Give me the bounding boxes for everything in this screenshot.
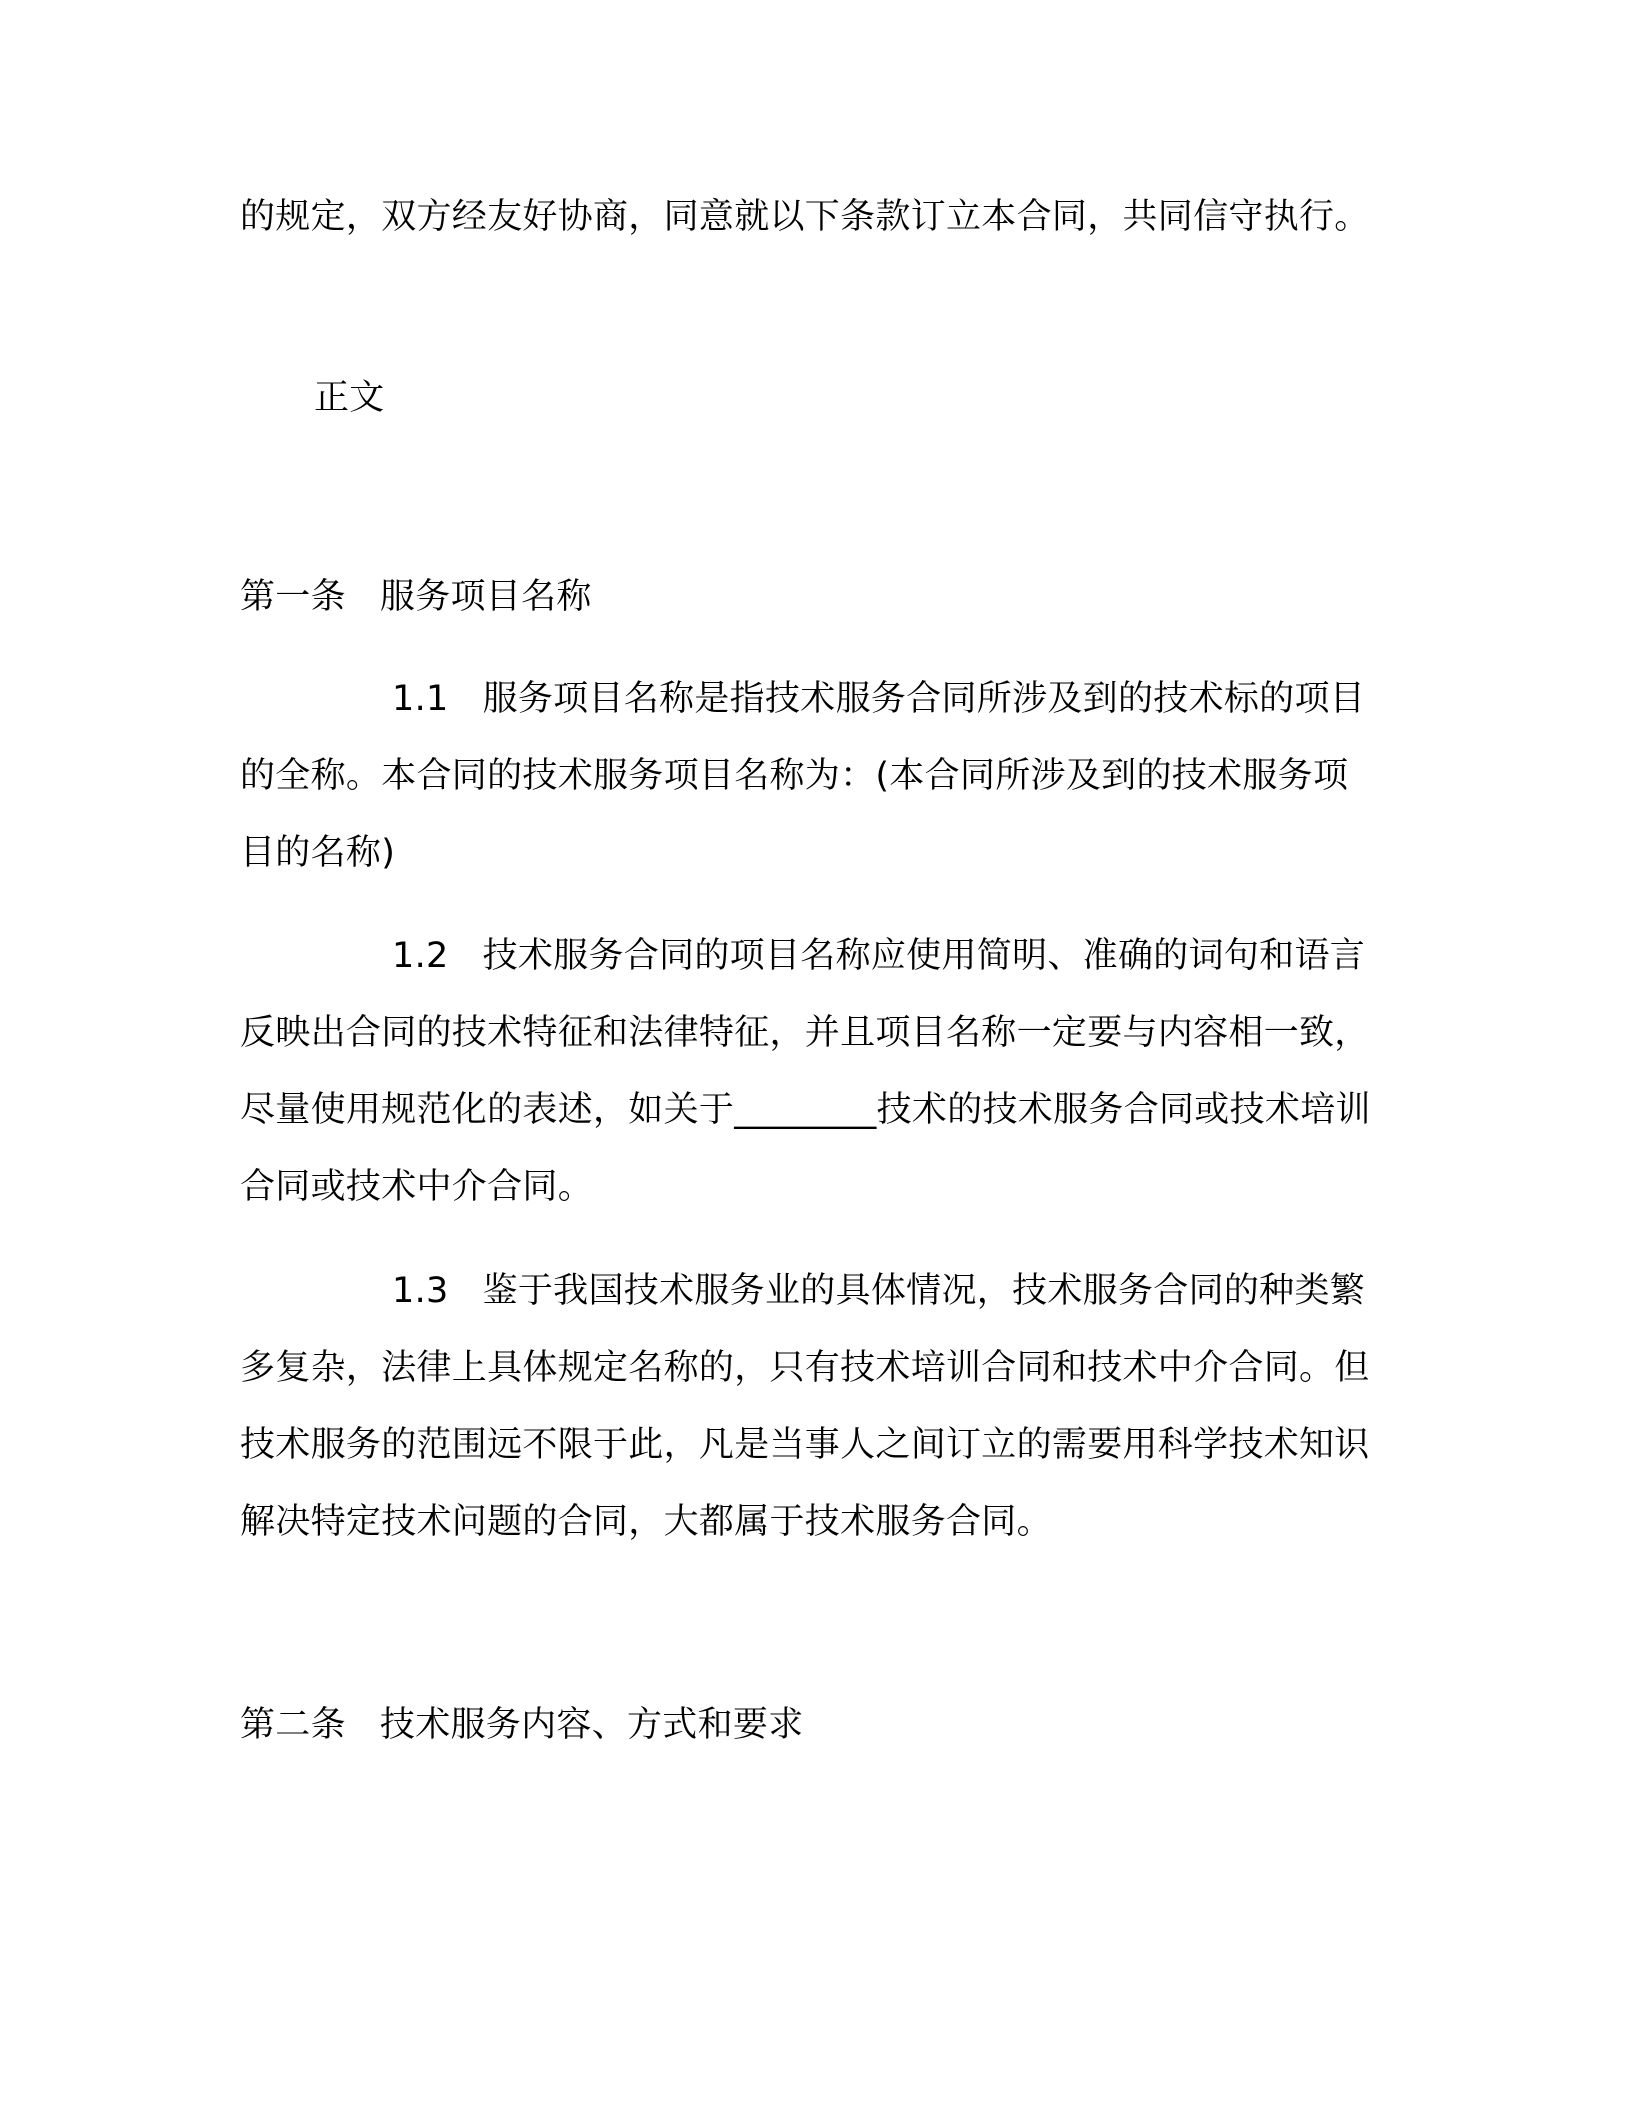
intro-paragraph [240,179,1380,256]
intro-text: 的规定，双方经友好协商，同意就以下条款订立本合同，共同信守执行。 [240,197,1370,237]
clause-1-3-number: 1.3 [392,1271,449,1311]
body-heading: 正文 [314,378,385,418]
document-page [240,0,1392,2112]
article-2-heading [240,1687,804,1764]
clause-1-2 [240,918,1380,1226]
article-1-title: 服务项目名称 [379,577,592,617]
clause-1-3 [240,1253,1380,1561]
article-1-number: 第一条 [240,577,346,617]
clause-1-2-text-after: 技术的技术服务合同或技术培训合同或技术中介合同。 [240,1090,1371,1207]
clause-1-1-text: 服务项目名称是指技术服务合同所涉及到的技术标的项目的全称。本合同的技术服务项目名称为：(本合同所涉及到的技术服务项目的名称) [240,679,1366,873]
clause-1-2-text-before: 技术服务合同的项目名称应使用简明、准确的词句和语言反映出合同的技术特征和法律特征，并且项目名称一定要与内容相一致，尽量使用规范化的表述，如关于 [240,936,1370,1130]
article-2-title: 技术服务内容、方式和要求 [379,1705,804,1745]
clause-1-2-blank: ________ [734,1090,877,1130]
clause-1-1-number: 1.1 [392,679,449,719]
clause-1-1 [240,661,1380,892]
clause-1-2-number: 1.2 [392,936,449,976]
clause-1-3-text: 鉴于我国技术服务业的具体情况，技术服务合同的种类繁多复杂，法律上具体规定名称的，只有技术培训合同和技术中介合同。但技术服务的范围远不限于此，凡是当事人之间订立的需要用科学技术知识解决特定技术问题的合同，大都属于技术服务合同。 [240,1271,1370,1542]
article-1-heading [240,559,592,636]
article-2-number: 第二条 [240,1705,346,1745]
